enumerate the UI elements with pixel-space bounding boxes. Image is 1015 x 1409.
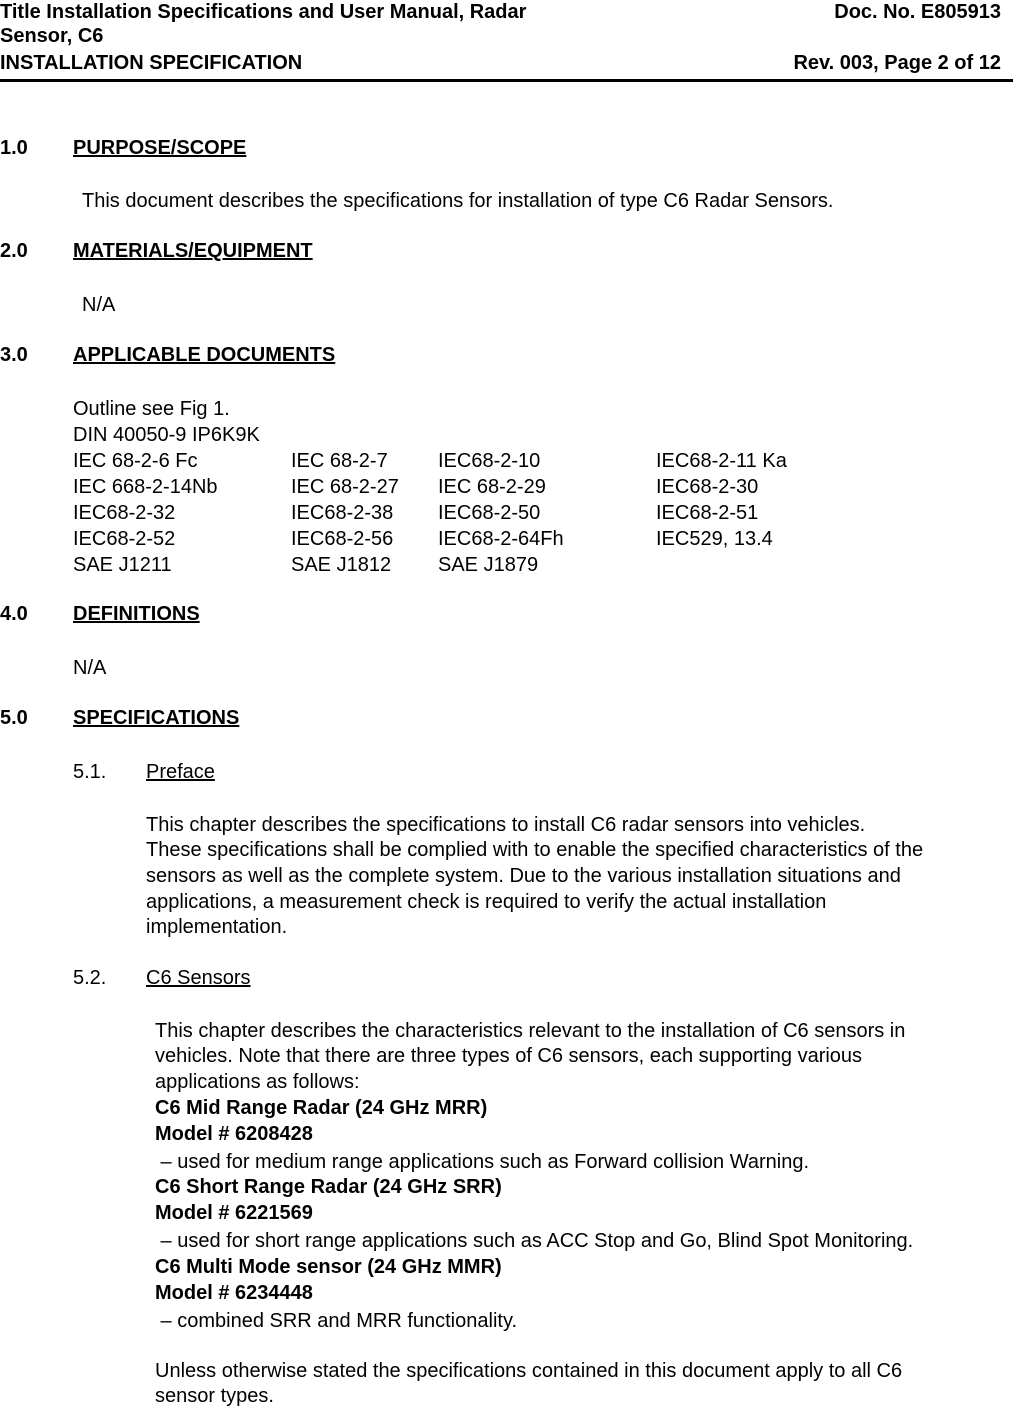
doc-table-r4c0: SAE J1211 (73, 554, 172, 576)
preface-line: sensors as well as the complete system. Due to the various installation situations and (146, 865, 901, 887)
doc-number: Doc. No. E805913 (834, 1, 1001, 23)
preface-line: implementation. (146, 916, 288, 938)
preface-line: These specifications shall be complied with to enable the specified characteristics of the (146, 839, 924, 861)
doc-table-r0c3: IEC68-2-11 Ka (656, 450, 787, 472)
sensor-mrr-model: Model # 6208428 (155, 1123, 313, 1145)
closing-line: Unless otherwise stated the specifications contained in this document apply to all C6 (155, 1360, 903, 1382)
section-5-number: 5.0 (0, 707, 28, 729)
doc-table-r1c1: IEC 68-2-27 (291, 476, 399, 498)
preface-line: This chapter describes the specifications to install C6 radar sensors into vehicles. (146, 814, 866, 836)
doc-table-r4c2: SAE J1879 (438, 554, 539, 576)
sensor-mrr-desc: – used for medium range applications such as Forward collision Warning. (155, 1151, 810, 1173)
doc-table-r1c0: IEC 668-2-14Nb (73, 476, 218, 498)
sensor-mrr-name: C6 Mid Range Radar (24 GHz MRR) (155, 1097, 488, 1119)
doc-table-r3c2: IEC68-2-64Fh (438, 528, 564, 550)
section-3-number: 3.0 (0, 344, 28, 366)
doc-table-r2c0: IEC68-2-32 (73, 502, 176, 524)
outline-line: Outline see Fig 1. (73, 398, 230, 420)
doc-table-r1c2: IEC 68-2-29 (438, 476, 546, 498)
section-1-body: This document describes the specifications for installation of type C6 Radar Sensors. (82, 190, 834, 212)
section-1-title: PURPOSE/SCOPE (73, 137, 247, 159)
section-4-body: N/A (73, 657, 107, 679)
section-1-number: 1.0 (0, 137, 28, 159)
doc-table-r0c0: IEC 68-2-6 Fc (73, 450, 198, 472)
section-2-number: 2.0 (0, 240, 28, 262)
revision-page: Rev. 003, Page 2 of 12 (793, 52, 1001, 74)
sensor-srr-name: C6 Short Range Radar (24 GHz SRR) (155, 1176, 502, 1198)
sensors-intro-line: This chapter describes the characteristics relevant to the installation of C6 sensors in (155, 1020, 906, 1042)
doc-table-r3c1: IEC68-2-56 (291, 528, 394, 550)
sensor-srr-desc: – used for short range applications such as ACC Stop and Go, Blind Spot Monitoring. (155, 1230, 914, 1252)
doc-table-r3c0: IEC68-2-52 (73, 528, 176, 550)
section-3-title: APPLICABLE DOCUMENTS (73, 344, 336, 366)
doc-table-r0c1: IEC 68-2-7 (291, 450, 388, 472)
sensors-intro-line: applications as follows: (155, 1071, 360, 1093)
doc-table-r0c2: IEC68-2-10 (438, 450, 541, 472)
section-4-number: 4.0 (0, 603, 28, 625)
doc-table-r3c3: IEC529, 13.4 (656, 528, 773, 550)
doc-title-line3: INSTALLATION SPECIFICATION (0, 52, 303, 74)
sensor-srr-model: Model # 6221569 (155, 1202, 313, 1224)
din-line: DIN 40050-9 IP6K9K (73, 424, 260, 446)
doc-title-line1: Title Installation Specifications and User Manual, Radar (0, 1, 527, 23)
subsection-5-2-title: C6 Sensors (146, 967, 251, 989)
subsection-5-1-title: Preface (146, 761, 215, 783)
doc-table-r2c3: IEC68-2-51 (656, 502, 759, 524)
sensor-mmr-model: Model # 6234448 (155, 1282, 313, 1304)
section-5-title: SPECIFICATIONS (73, 707, 240, 729)
doc-table-r2c2: IEC68-2-50 (438, 502, 541, 524)
doc-table-r1c3: IEC68-2-30 (656, 476, 759, 498)
sensor-mmr-desc: – combined SRR and MRR functionality. (155, 1310, 518, 1332)
closing-line: sensor types. (155, 1385, 274, 1407)
subsection-5-1-number: 5.1. (73, 761, 107, 783)
sensor-mmr-name: C6 Multi Mode sensor (24 GHz MMR) (155, 1256, 502, 1278)
sensors-intro-line: vehicles. Note that there are three types of C6 sensors, each supporting various (155, 1045, 863, 1067)
subsection-5-2-number: 5.2. (73, 967, 107, 989)
doc-table-r2c1: IEC68-2-38 (291, 502, 394, 524)
section-4-title: DEFINITIONS (73, 603, 200, 625)
section-2-body: N/A (82, 294, 116, 316)
doc-table-r4c1: SAE J1812 (291, 554, 392, 576)
preface-line: applications, a measurement check is required to verify the actual installation (146, 891, 827, 913)
header-rule (0, 79, 1013, 82)
doc-title-line2: Sensor, C6 (0, 25, 104, 47)
section-2-title: MATERIALS/EQUIPMENT (73, 240, 313, 262)
